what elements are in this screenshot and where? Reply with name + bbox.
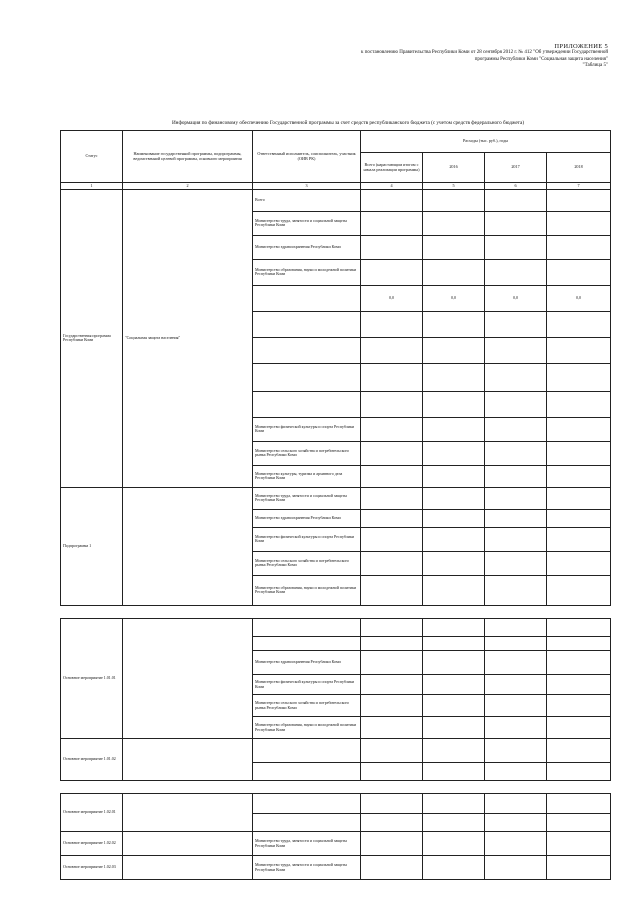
cell-year-1 xyxy=(423,717,485,739)
col-num: 5 xyxy=(423,183,485,190)
cell-year-2 xyxy=(485,717,547,739)
row-executor: Всего xyxy=(253,189,361,211)
cell-year-2 xyxy=(485,235,547,259)
row-executor xyxy=(253,363,361,391)
cell-year-1 xyxy=(423,211,485,235)
table-row xyxy=(61,856,611,880)
cell-year-1 xyxy=(423,487,485,509)
cell-total xyxy=(361,856,423,880)
cell-year-1 xyxy=(423,619,485,637)
row-title xyxy=(123,739,253,781)
cell-total xyxy=(361,363,423,391)
cell-year-2: 0,0 xyxy=(485,285,547,311)
cell-year-3 xyxy=(547,695,611,717)
col-year-1: 2016 xyxy=(423,153,485,183)
col-num: 1 xyxy=(61,183,123,190)
cell-year-3 xyxy=(547,763,611,781)
cell-year-1 xyxy=(423,856,485,880)
row-status: Основное мероприятие 1.02.03 xyxy=(61,856,123,880)
row-status: Основное мероприятие 1.01.02 xyxy=(61,739,123,781)
cell-year-3 xyxy=(547,575,611,605)
row-status: Основное мероприятие 1.02.02 xyxy=(61,832,123,856)
cell-year-3 xyxy=(547,417,611,441)
cell-year-2 xyxy=(485,311,547,337)
col-expenses: Расходы (тыс. руб.), годы xyxy=(361,131,611,153)
document-title: Информация по финансовому обеспечению Государственной программы за счет средств республиканского бюджета (с учетом средств федерального бюджета) xyxy=(171,120,525,126)
cell-year-2 xyxy=(485,651,547,675)
cell-year-1 xyxy=(423,465,485,487)
cell-total xyxy=(361,527,423,551)
activities-table-2 xyxy=(60,793,611,880)
table-row xyxy=(61,189,611,211)
cell-year-1 xyxy=(423,417,485,441)
cell-year-2 xyxy=(485,695,547,717)
cell-total: 0,0 xyxy=(361,285,423,311)
table-row xyxy=(61,619,611,637)
cell-total xyxy=(361,695,423,717)
cell-year-1 xyxy=(423,189,485,211)
cell-total xyxy=(361,391,423,417)
row-executor xyxy=(253,337,361,363)
row-executor: Министерство физической культуры и спорта Республики Коми xyxy=(253,417,361,441)
cell-year-3 xyxy=(547,487,611,509)
cell-year-3 xyxy=(547,189,611,211)
cell-year-3 xyxy=(547,856,611,880)
cell-year-1 xyxy=(423,259,485,285)
row-title xyxy=(123,487,253,605)
cell-year-1 xyxy=(423,509,485,527)
row-executor: Министерство физической культуры и спорта Республики Коми xyxy=(253,527,361,551)
cell-year-3 xyxy=(547,739,611,763)
annex-header xyxy=(340,44,608,70)
col-num: 6 xyxy=(485,183,547,190)
cell-year-2 xyxy=(485,739,547,763)
row-executor xyxy=(253,739,361,763)
cell-year-1 xyxy=(423,651,485,675)
col-executor: Ответственный исполнитель, соисполнитель, участник (ОИВ РК) xyxy=(253,131,361,183)
row-executor: Министерство труда, занятости и социальной защиты Республики Коми xyxy=(253,487,361,509)
row-executor: Министерство сельского хозяйства и потребительского рынка Республики Коми xyxy=(253,551,361,575)
row-executor: Министерство труда, занятости и социальной защиты Республики Коми xyxy=(253,832,361,856)
row-status: Основное мероприятие 1.02.01 xyxy=(61,794,123,832)
cell-total xyxy=(361,814,423,832)
row-executor: Министерство труда, занятости и социальной защиты Республики Коми xyxy=(253,211,361,235)
cell-year-3: 0,0 xyxy=(547,285,611,311)
cell-year-2 xyxy=(485,794,547,814)
cell-year-3 xyxy=(547,235,611,259)
cell-total xyxy=(361,794,423,814)
row-executor xyxy=(253,311,361,337)
cell-year-2 xyxy=(485,337,547,363)
cell-year-2 xyxy=(485,391,547,417)
row-title xyxy=(123,619,253,739)
row-executor xyxy=(253,285,361,311)
cell-year-3 xyxy=(547,509,611,527)
cell-year-2 xyxy=(485,551,547,575)
cell-year-3 xyxy=(547,465,611,487)
cell-total xyxy=(361,235,423,259)
cell-year-3 xyxy=(547,651,611,675)
cell-year-2 xyxy=(485,211,547,235)
col-total: Всего (нарастающим итогом с начала реализации программы) xyxy=(361,153,423,183)
cell-year-2 xyxy=(485,856,547,880)
cell-total xyxy=(361,717,423,739)
row-title: "Социальная защита населения" xyxy=(123,189,253,487)
cell-year-3 xyxy=(547,717,611,739)
row-executor: Министерство образования, науки и молодежной политики Республики Коми xyxy=(253,259,361,285)
cell-year-1 xyxy=(423,814,485,832)
cell-year-3 xyxy=(547,794,611,814)
cell-total xyxy=(361,832,423,856)
cell-year-1 xyxy=(423,832,485,856)
cell-total xyxy=(361,575,423,605)
col-num: 2 xyxy=(123,183,253,190)
cell-year-2 xyxy=(485,417,547,441)
cell-year-1 xyxy=(423,739,485,763)
cell-year-2 xyxy=(485,465,547,487)
col-num: 7 xyxy=(547,183,611,190)
cell-year-2 xyxy=(485,363,547,391)
cell-year-1 xyxy=(423,763,485,781)
cell-total xyxy=(361,189,423,211)
cell-year-2 xyxy=(485,259,547,285)
cell-year-3 xyxy=(547,814,611,832)
cell-total xyxy=(361,619,423,637)
col-num: 4 xyxy=(361,183,423,190)
cell-year-3 xyxy=(547,551,611,575)
cell-year-1 xyxy=(423,311,485,337)
row-executor: Министерство образования, науки и молодежной политики Республики Коми xyxy=(253,717,361,739)
cell-total xyxy=(361,675,423,695)
cell-total xyxy=(361,417,423,441)
col-name: Наименование государственной программы, подпрограммы, ведомственной целевой программы, основного мероприятия xyxy=(123,131,253,183)
annex-heading: ПРИЛОЖЕНИЕ 5 xyxy=(554,43,608,50)
row-executor: Министерство физической культуры и спорта Республики Коми xyxy=(253,675,361,695)
cell-year-3 xyxy=(547,363,611,391)
cell-year-2 xyxy=(485,637,547,651)
col-year-3: 2018 xyxy=(547,153,611,183)
cell-year-2 xyxy=(485,189,547,211)
cell-year-2 xyxy=(485,487,547,509)
cell-year-3 xyxy=(547,637,611,651)
cell-year-2 xyxy=(485,527,547,551)
cell-total xyxy=(361,337,423,363)
cell-total xyxy=(361,441,423,465)
annex-note: к постановлению Правительства Республики Коми от 28 сентября 2012 г. № 412 "Об утверждении Государственной программы Республики Коми "Социальная защита населения" xyxy=(361,50,608,62)
col-year-2: 2017 xyxy=(485,153,547,183)
cell-year-1 xyxy=(423,391,485,417)
cell-year-2 xyxy=(485,619,547,637)
cell-total xyxy=(361,551,423,575)
row-executor: Министерство сельского хозяйства и потребительского рынка Республики Коми xyxy=(253,695,361,717)
row-executor xyxy=(253,763,361,781)
cell-total xyxy=(361,637,423,651)
cell-total xyxy=(361,509,423,527)
table-row xyxy=(61,487,611,509)
row-executor xyxy=(253,794,361,814)
cell-year-1 xyxy=(423,695,485,717)
row-title xyxy=(123,856,253,880)
row-executor xyxy=(253,814,361,832)
cell-year-2 xyxy=(485,509,547,527)
cell-year-3 xyxy=(547,259,611,285)
cell-year-2 xyxy=(485,441,547,465)
cell-total xyxy=(361,651,423,675)
row-status: Подпрограмма 1 xyxy=(61,487,123,605)
cell-year-1 xyxy=(423,441,485,465)
cell-year-1 xyxy=(423,675,485,695)
cell-year-3 xyxy=(547,619,611,637)
activities-table-1 xyxy=(60,618,611,781)
row-executor: Министерство культуры, туризма и архивного дела Республики Коми xyxy=(253,465,361,487)
table-row xyxy=(61,739,611,763)
cell-year-3 xyxy=(547,832,611,856)
cell-total xyxy=(361,259,423,285)
cell-year-3 xyxy=(547,675,611,695)
cell-total xyxy=(361,739,423,763)
finance-table xyxy=(60,130,611,606)
cell-year-2 xyxy=(485,575,547,605)
row-executor: Министерство здравоохранения Республики Коми xyxy=(253,651,361,675)
annex-table-no: "Таблица 5" xyxy=(582,63,608,69)
row-title xyxy=(123,794,253,832)
row-executor xyxy=(253,391,361,417)
cell-year-3 xyxy=(547,441,611,465)
cell-year-2 xyxy=(485,814,547,832)
cell-total xyxy=(361,487,423,509)
row-executor xyxy=(253,619,361,637)
cell-year-3 xyxy=(547,211,611,235)
cell-total xyxy=(361,465,423,487)
cell-year-1 xyxy=(423,527,485,551)
table-row xyxy=(61,794,611,814)
cell-year-1: 0,0 xyxy=(423,285,485,311)
row-executor xyxy=(253,637,361,651)
row-executor: Министерство сельского хозяйства и потребительского рынка Республики Коми xyxy=(253,441,361,465)
cell-year-3 xyxy=(547,311,611,337)
row-executor: Министерство труда, занятости и социальной защиты Республики Коми xyxy=(253,856,361,880)
row-status: Основное мероприятие 1.01.01 xyxy=(61,619,123,739)
row-executor: Министерство здравоохранения Республики Коми xyxy=(253,509,361,527)
cell-year-1 xyxy=(423,235,485,259)
col-status: Статус xyxy=(61,131,123,183)
row-title xyxy=(123,832,253,856)
row-status: Государственная программа Республики Коми xyxy=(61,189,123,487)
cell-total xyxy=(361,311,423,337)
cell-total xyxy=(361,211,423,235)
table-row xyxy=(61,832,611,856)
cell-total xyxy=(361,763,423,781)
cell-year-1 xyxy=(423,575,485,605)
cell-year-1 xyxy=(423,363,485,391)
col-num: 3 xyxy=(253,183,361,190)
cell-year-3 xyxy=(547,337,611,363)
cell-year-3 xyxy=(547,527,611,551)
row-executor: Министерство образования, науки и молодежной политики Республики Коми xyxy=(253,575,361,605)
cell-year-2 xyxy=(485,832,547,856)
cell-year-2 xyxy=(485,675,547,695)
cell-year-1 xyxy=(423,551,485,575)
cell-year-2 xyxy=(485,763,547,781)
row-executor: Министерство здравоохранения Республики Коми xyxy=(253,235,361,259)
cell-year-1 xyxy=(423,337,485,363)
cell-year-1 xyxy=(423,637,485,651)
cell-year-3 xyxy=(547,391,611,417)
cell-year-1 xyxy=(423,794,485,814)
